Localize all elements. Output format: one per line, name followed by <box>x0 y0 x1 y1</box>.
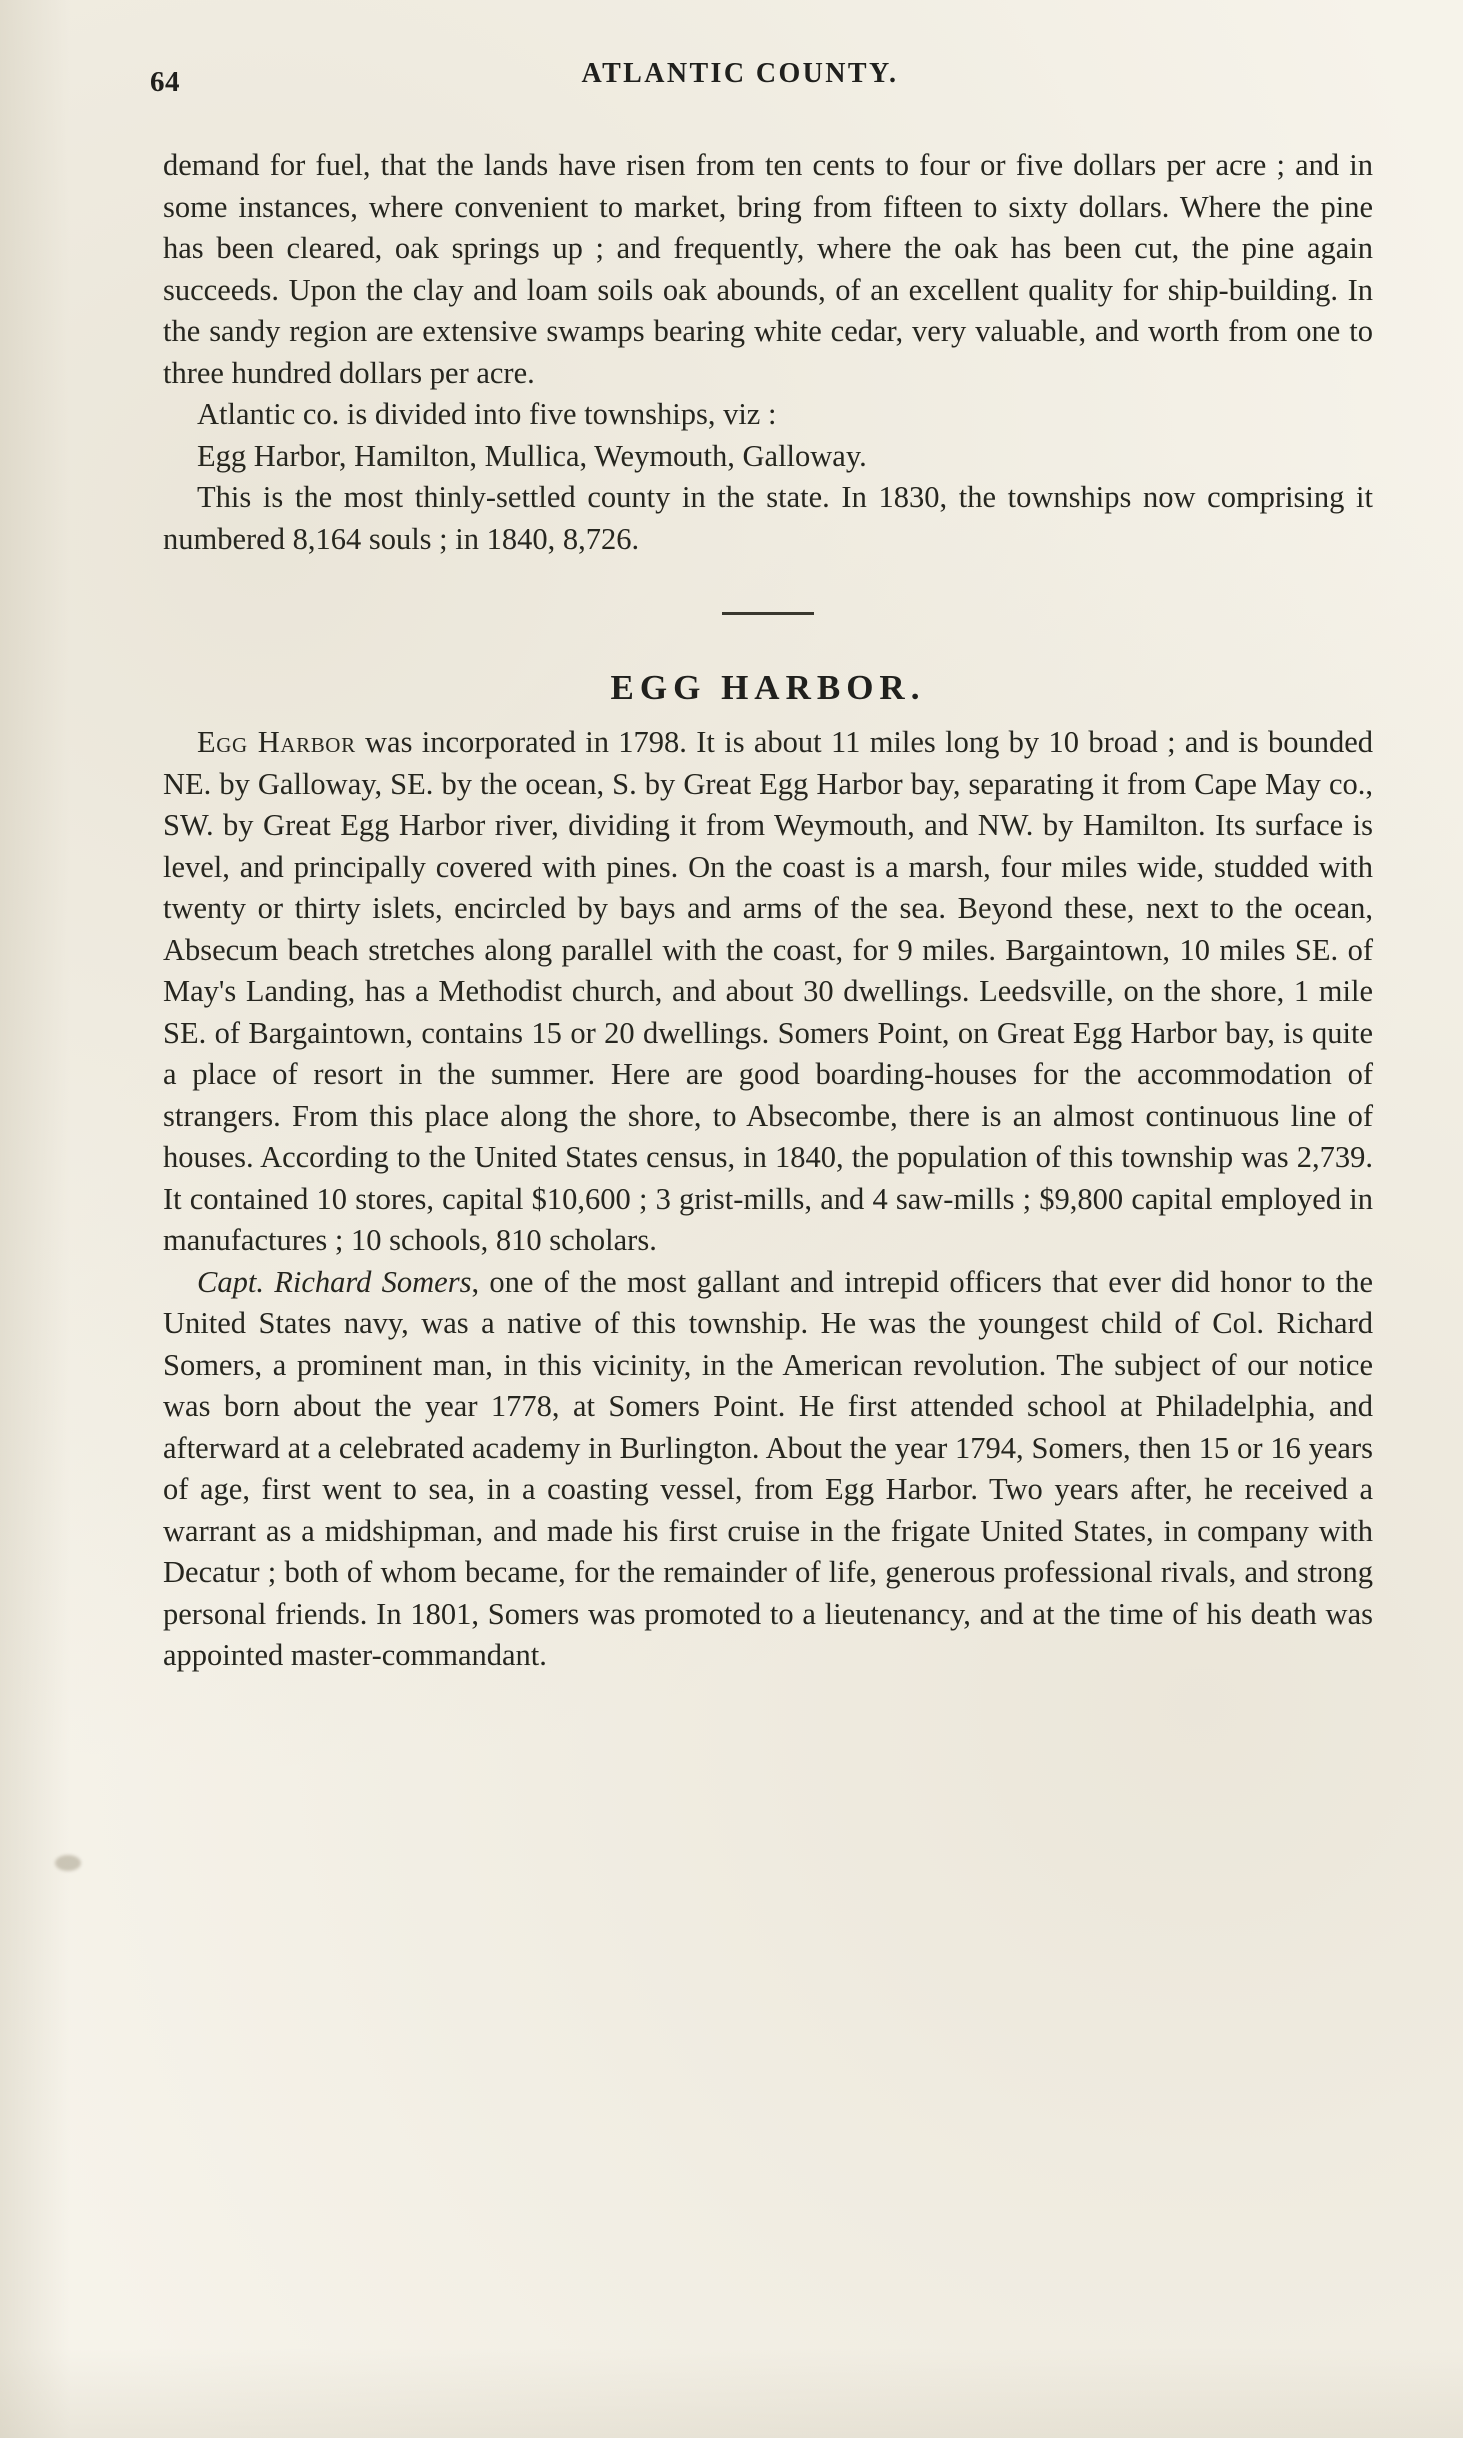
horizontal-rule <box>722 612 814 615</box>
paragraph-demand-for-fuel: demand for fuel, that the lands have risen from ten cents to four or five dollars per acre ; and in some instances, where convenient to market, bring from fifteen to sixty dollars. Where the pine has been cleared, oak springs up ; and frequently, where the oak has been cut, the pine again succeeds. Upon the clay and loam soils oak abounds, of an excellent quality for ship-building. In the sandy region are extensive swamps bearing white cedar, very valuable, and worth from one to three hundred dollars per acre. <box>163 148 1373 390</box>
paragraph-egg-harbor-body: was incorporated in 1798. It is about 11 miles long by 10 broad ; and is bounded NE. by Galloway, SE. by the ocean, S. by Great Egg Harbor bay, separating it from Cape May co., SW. by Great Egg Harbor river, dividing it from Weymouth, and NW. by Hamilton. Its surface is level, and principally covered with pines. On the coast is a marsh, four miles wide, studded with twenty or thirty islets, encircled by bays and arms of the sea. Beyond these, next to the ocean, Absecum beach stretches along parallel with the coast, for 9 miles. Bargaintown, 10 miles SE. of May's Landing, has a Methodist church, and about 30 dwellings. Leedsville, on the shore, 1 mile SE. of Bargaintown, contains 15 or 20 dwellings. Somers Point, on Great Egg Harbor bay, is quite a place of resort in the summer. Here are good boarding-houses for the accommodation of strangers. From this place along the shore, to Absecombe, there is an almost continuous line of houses. According to the United States census, in 1840, the population of this township was 2,739. It contained 10 stores, capital $10,600 ; 3 grist-mills, and 4 saw-mills ; $9,800 capital employed in manufactures ; 10 schools, 810 scholars. <box>163 725 1374 1257</box>
running-head: ATLANTIC COUNTY. <box>581 58 899 89</box>
paper-smudge <box>55 1855 81 1871</box>
italic-lead-name: Capt. Richard Somers <box>197 1264 472 1299</box>
paragraph-township-list: Egg Harbor, Hamilton, Mullica, Weymouth, Galloway. <box>197 438 867 473</box>
page-header <box>150 58 1330 102</box>
section-divider <box>163 582 1373 646</box>
page-number: 64 <box>150 66 180 98</box>
paragraph-townships-intro: Atlantic co. is divided into five townships, viz : <box>197 397 777 431</box>
page-edge-shading-bottom <box>0 2348 1463 2438</box>
text-column <box>163 145 1373 1677</box>
paragraph-capt-richard-somers <box>163 1262 1373 1677</box>
paragraph-somers-body: , one of the most gallant and intrepid officers that ever did honor to the United States navy, was a native of this township. He was the youngest child of Col. Richard Somers, a prominent man, in this vicinity, in the American revolution. The subject of our notice was born about the year 1778, at Somers Point. He first attended school at Philadelphia, and afterward at a celebrated academy in Burlington. About the year 1794, Somers, then 15 or 16 years of age, first went to sea, in a coasting vessel, from Egg Harbor. Two years after, he received a warrant as a midshipman, and made his first cruise in the frigate United States, in company with Decatur ; both of whom became, for the remainder of life, generous professional rivals, and strong personal friends. In 1801, Somers was promoted to a lieutenancy, and at the time of his death was appointed master-commandant. <box>163 1264 1374 1672</box>
paragraph-egg-harbor-description <box>163 722 1373 1262</box>
small-caps-lead: Egg Harbor <box>197 725 356 759</box>
paragraph-population: This is the most thinly-settled county in the state. In 1830, the townships now comprising it numbered 8,164 souls ; in 1840, 8,726. <box>163 480 1373 556</box>
page-edge-shading-left <box>0 0 70 2438</box>
section-heading: EGG HARBOR. <box>610 668 926 707</box>
